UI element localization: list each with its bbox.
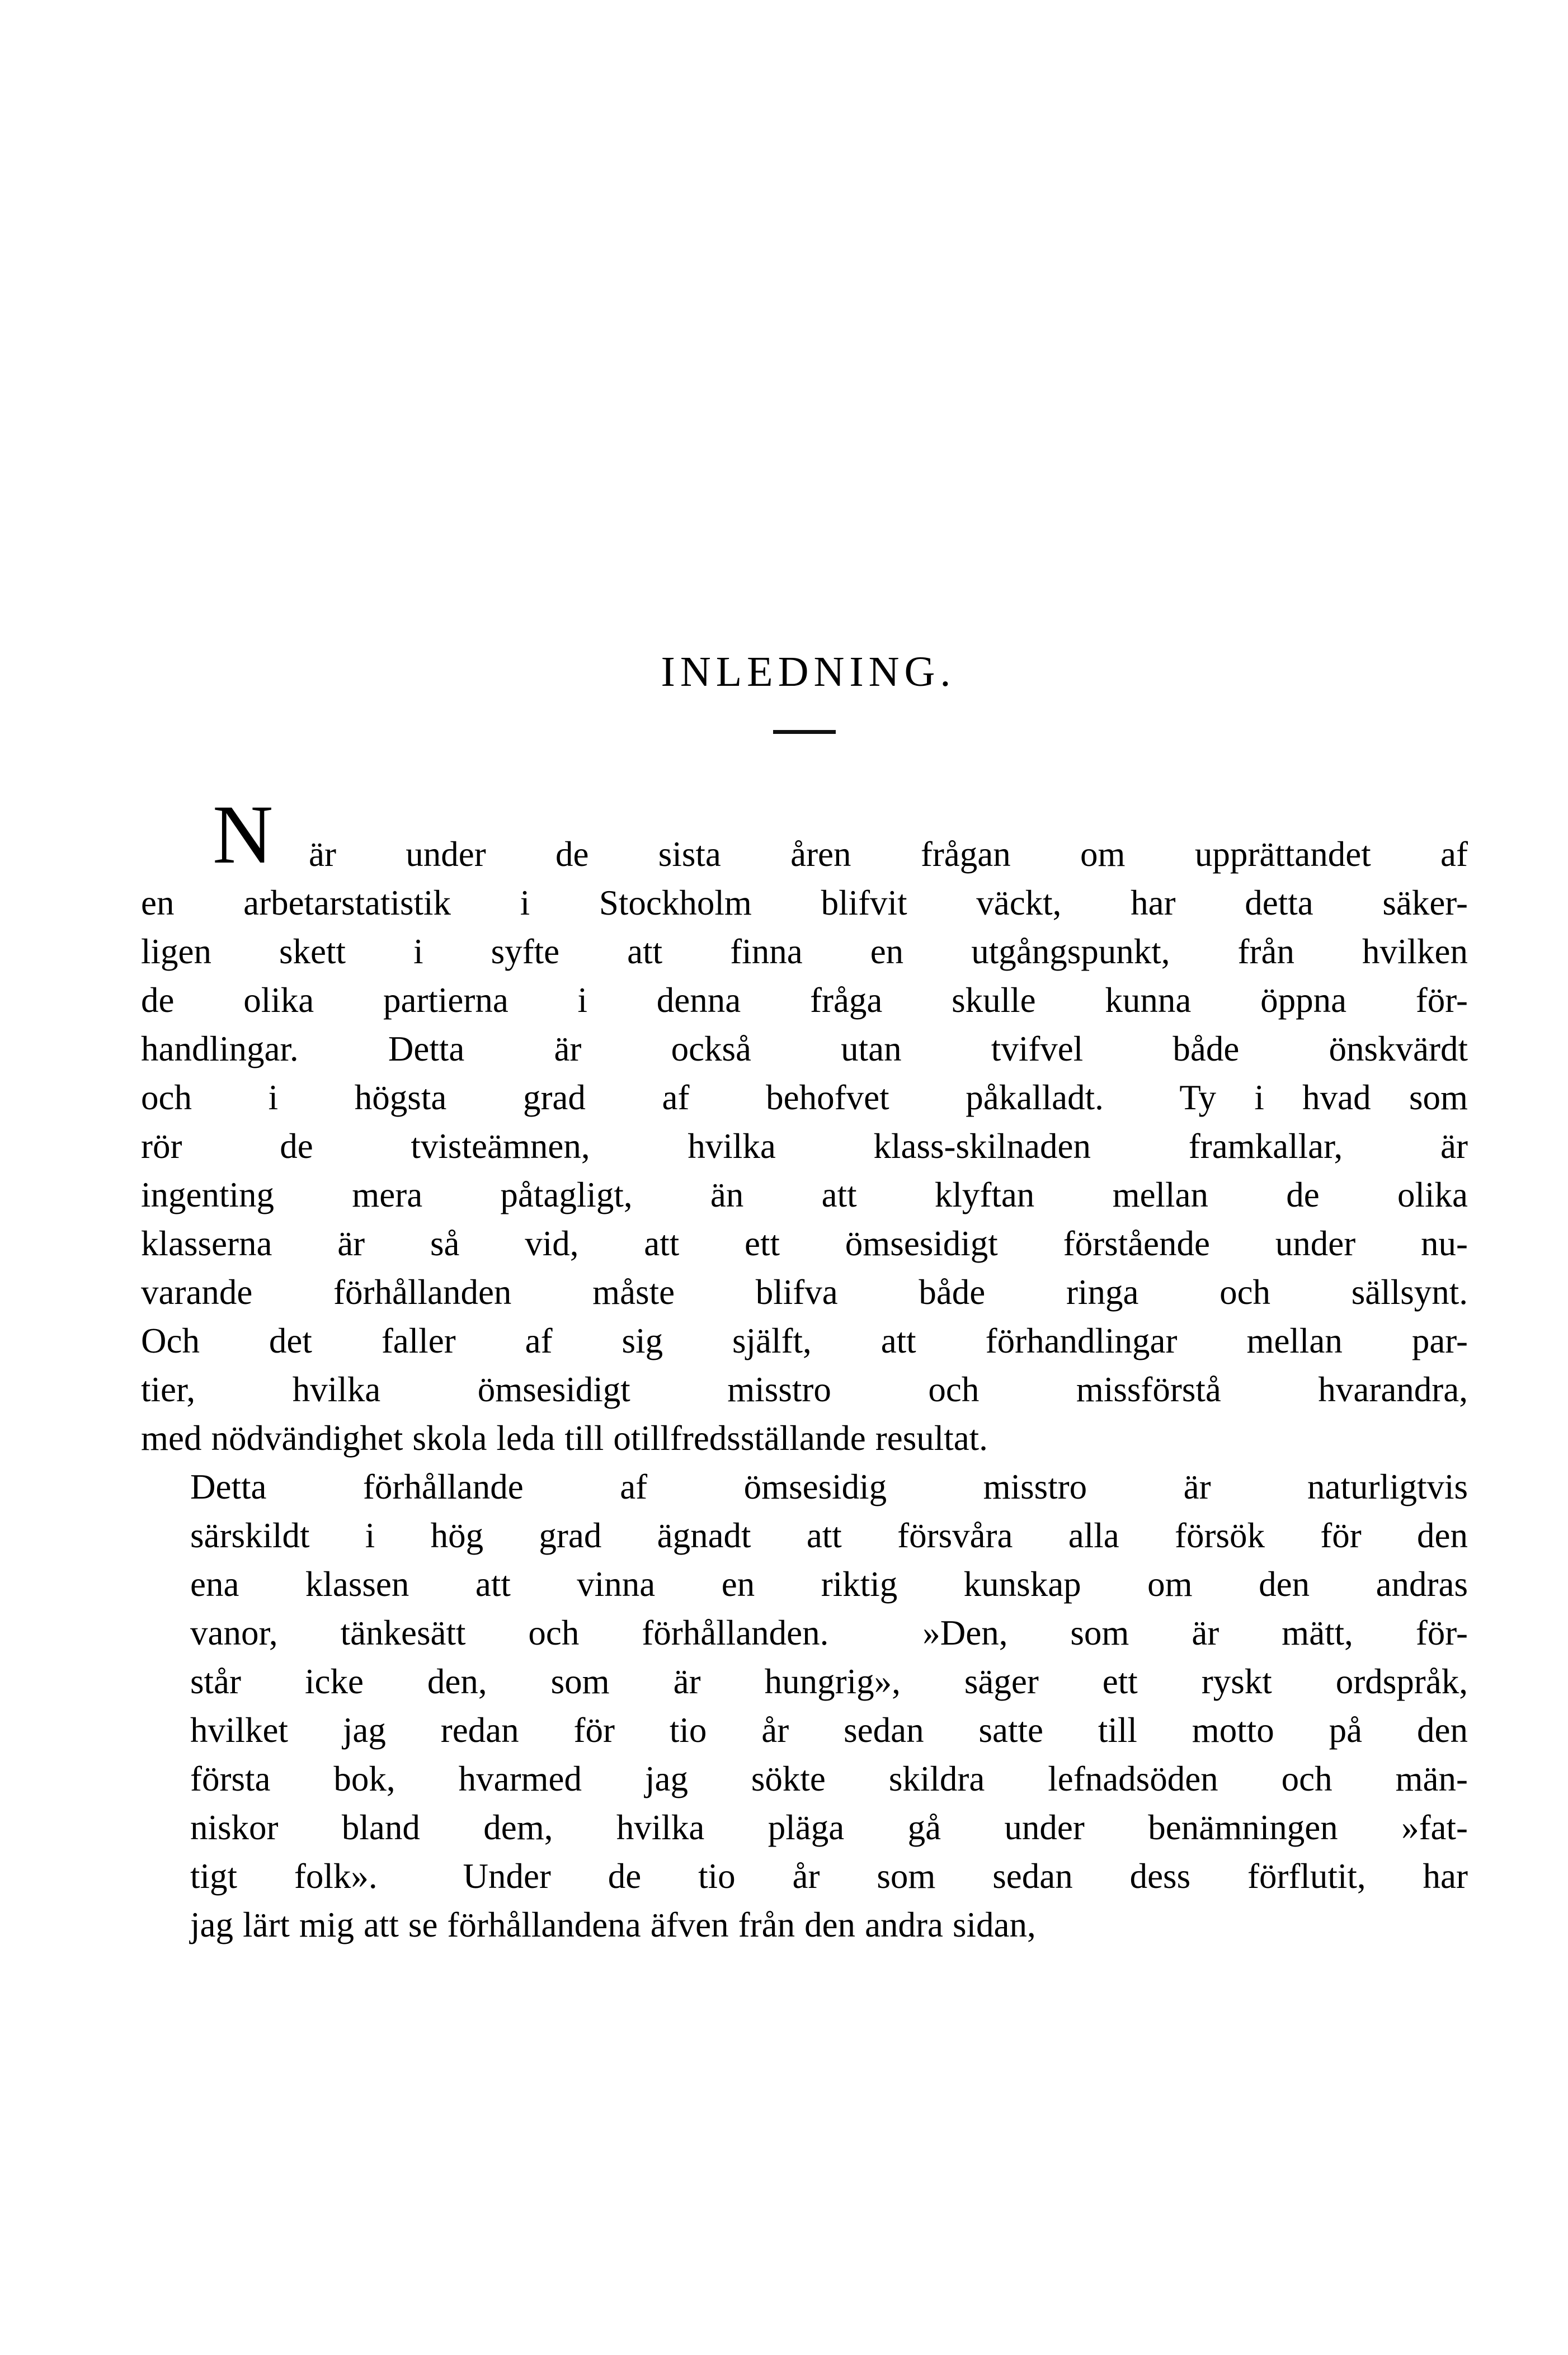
text-line: de olika partierna i denna fråga skulle kunna öppna för-	[141, 980, 1468, 1020]
text-line: med nödvändighet skola leda till otillfredsställande resultat.	[141, 1418, 988, 1458]
text-line: jag lärt mig att se förhållandena äfven från den andra sidan,	[190, 1905, 1036, 1944]
text-line: handlingar. Detta är också utan tvifvel både önskvärdt	[141, 1029, 1468, 1068]
text-line: ena klassen att vinna en riktig kunskap om den andras	[190, 1564, 1468, 1604]
text-line: tier, hvilka ömsesidigt misstro och missförstå hvarandra,	[141, 1369, 1468, 1409]
text-column	[141, 649, 1468, 1949]
paragraph	[141, 788, 1468, 1463]
text-line: särskildt i hög grad ägnadt att försvåra alla försök för den	[190, 1515, 1468, 1555]
drop-cap-initial: N	[213, 788, 274, 881]
text-line: rör de tvisteämnen, hvilka klass-skilnaden framkallar, är	[141, 1126, 1468, 1166]
text-line: och i högsta grad af behofvet påkalladt. Ty i hvad som	[141, 1077, 1468, 1117]
text-line: vanor, tänkesätt och förhållanden. »Den, som är mätt, för-	[190, 1613, 1468, 1652]
text-line: är under de sista åren frågan om upprättandet af	[309, 834, 1468, 874]
text-line: står icke den, som är hungrig», säger ett ryskt ordspråk,	[190, 1661, 1468, 1701]
text-line: niskor bland dem, hvilka pläga gå under benämningen »fat-	[190, 1807, 1468, 1847]
body-text	[141, 788, 1468, 1949]
text-line: Detta förhållande af ömsesidig misstro är naturligtvis	[190, 1467, 1468, 1506]
paragraph	[141, 1463, 1468, 1949]
text-line: Och det faller af sig själft, att förhandlingar mellan par-	[141, 1321, 1468, 1360]
text-line: ligen skett i syfte att finna en utgångspunkt, från hvilken	[141, 931, 1468, 971]
heading-divider	[773, 730, 836, 734]
text-line: första bok, hvarmed jag sökte skildra lefnadsöden och män-	[190, 1759, 1468, 1798]
text-line: hvilket jag redan för tio år sedan satte till motto på den	[190, 1710, 1468, 1750]
text-line: tigt folk». Under de tio år som sedan dess förflutit, har	[190, 1856, 1468, 1896]
text-line: varande förhållanden måste blifva både ringa och sällsynt.	[141, 1272, 1468, 1312]
text-line: en arbetarstatistik i Stockholm blifvit väckt, har detta säker-	[141, 883, 1468, 922]
text-line: klasserna är så vid, att ett ömsesidigt förstående under nu-	[141, 1223, 1468, 1263]
page-title: INLEDNING.	[661, 648, 956, 695]
text-line: ingenting mera påtagligt, än att klyftan mellan de olika	[141, 1175, 1468, 1214]
heading-divider-wrap	[141, 727, 1468, 737]
